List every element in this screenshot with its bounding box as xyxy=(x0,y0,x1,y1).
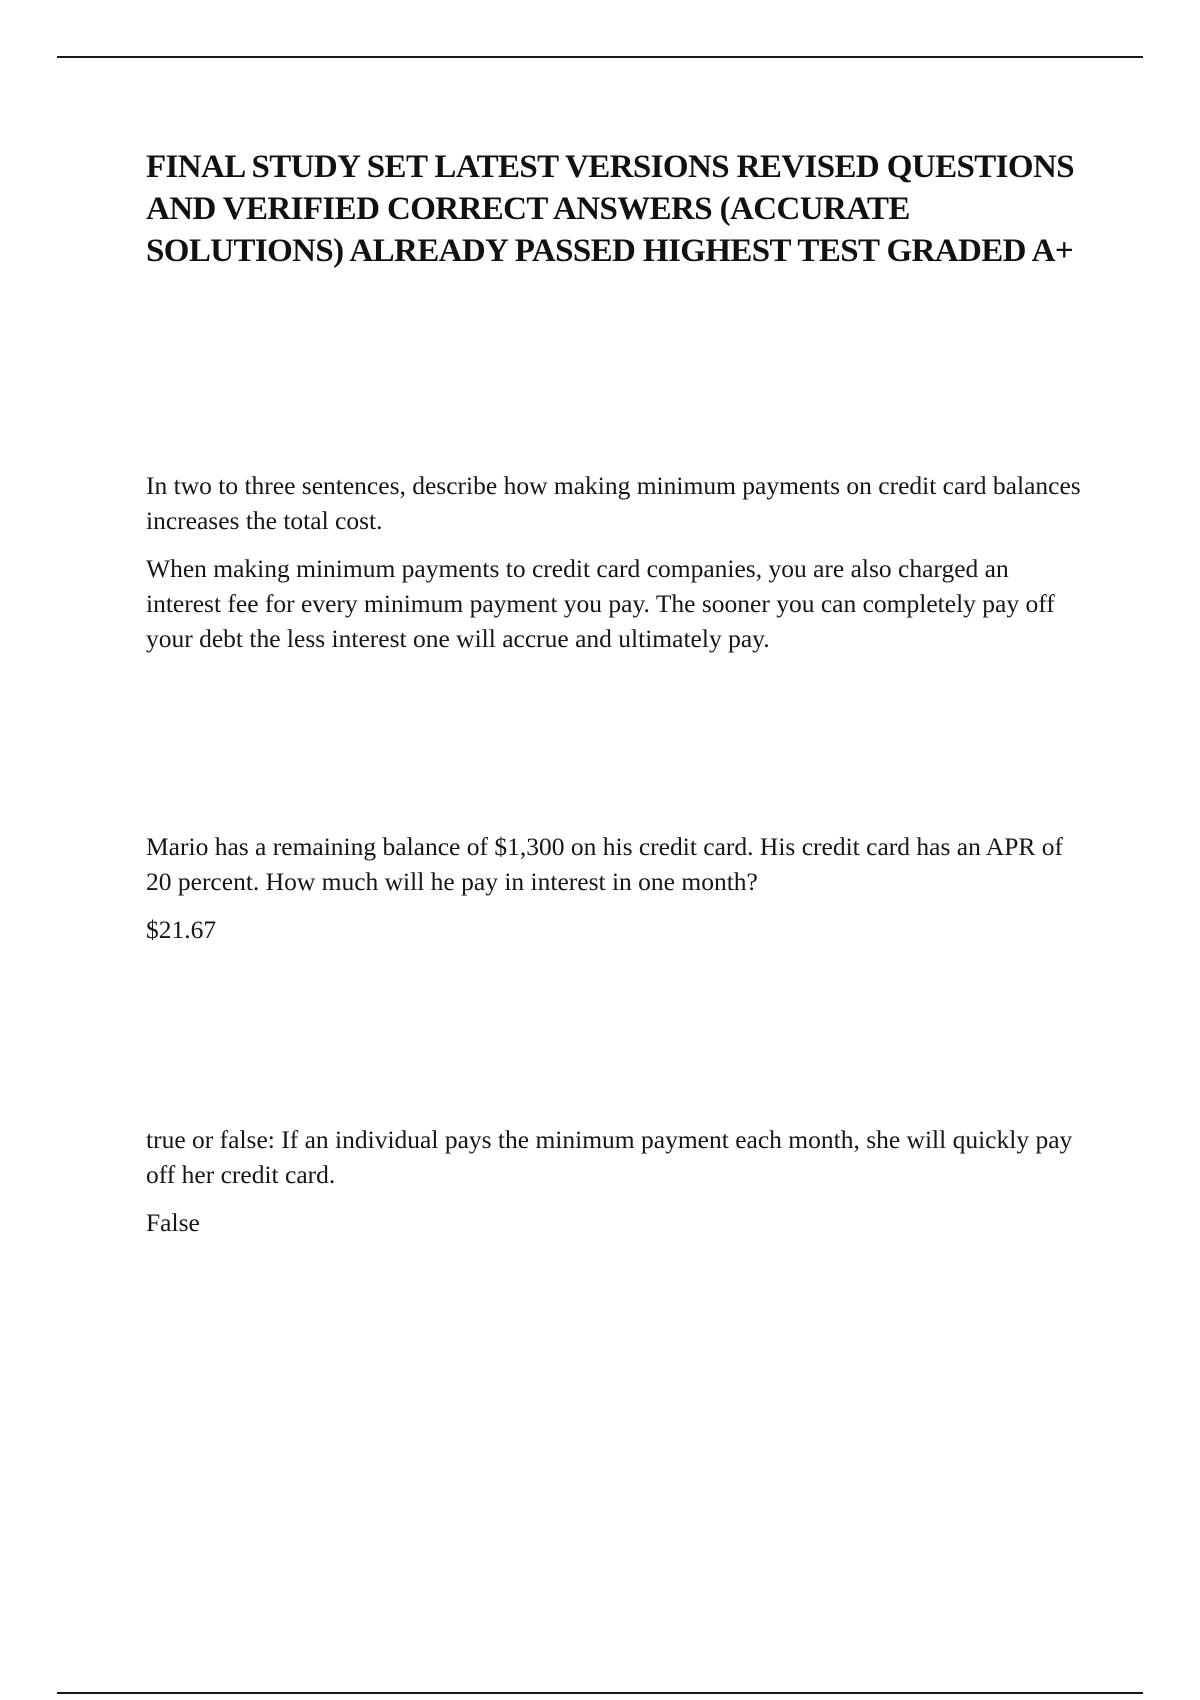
document-title: FINAL STUDY SET LATEST VERSIONS REVISED QUESTIONS AND VERIFIED CORRECT ANSWERS (ACCURATE SOLUTIONS) ALREADY PASSED HIGHEST TEST GRADED A+ xyxy=(146,149,1074,269)
qa-item xyxy=(146,1122,1086,1240)
qa-item xyxy=(146,468,1086,656)
answer-text: False xyxy=(146,1208,200,1237)
footer-rule xyxy=(57,1692,1143,1694)
qa-item xyxy=(146,829,1086,947)
question-text: Mario has a remaining balance of $1,300 on his credit card. His credit card has an APR of 20 percent. How much will he pay in interest in one month? xyxy=(146,832,1064,896)
answer-text: When making minimum payments to credit card companies, you are also charged an interest fee for every minimum payment you pay. The sooner you can completely pay off your debt the less interest one will accrue and ultimately pay. xyxy=(146,554,1055,653)
question-text: In two to three sentences, describe how making minimum payments on credit card balances increases the total cost. xyxy=(146,471,1081,535)
header-rule xyxy=(57,56,1143,58)
answer-text: $21.67 xyxy=(146,915,217,944)
question-text: true or false: If an individual pays the minimum payment each month, she will quickly pay off her credit card. xyxy=(146,1125,1073,1189)
